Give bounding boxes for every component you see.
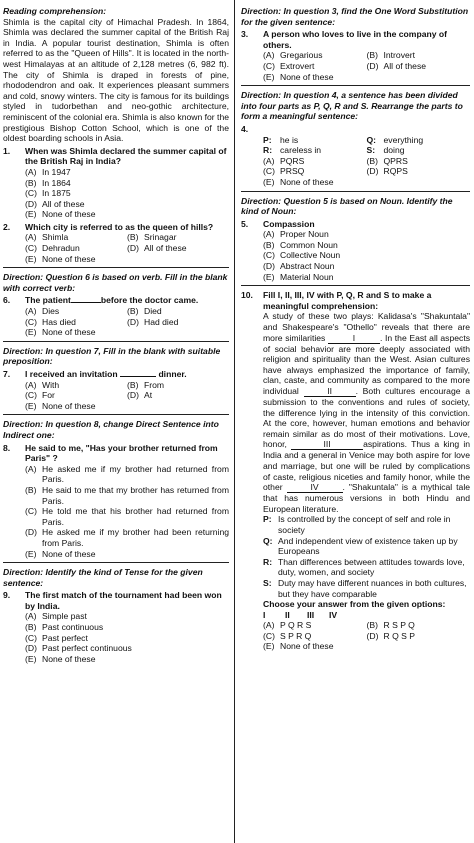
part-label: S: (366, 145, 376, 156)
option-text: None of these (42, 400, 96, 411)
option-text: He asked me if my brother had been returning from Paris. (42, 527, 229, 548)
option-label: (D) (25, 527, 37, 538)
option[interactable] (367, 620, 471, 631)
question-text: Compassion (263, 218, 315, 229)
option-text: Simple past (42, 611, 87, 622)
option[interactable] (263, 261, 470, 272)
options-q2 (25, 232, 229, 264)
option[interactable] (25, 654, 229, 665)
option-text: QPRS (383, 155, 408, 166)
option-text: All of these (383, 60, 427, 71)
option-label: (C) (263, 166, 275, 177)
question-number: 9. (3, 590, 11, 601)
option[interactable] (367, 50, 471, 61)
option[interactable] (25, 633, 229, 644)
option-label: (E) (25, 253, 37, 264)
part (263, 135, 367, 146)
option-label: (C) (25, 188, 37, 199)
question-text: He said to me, "Has your brother returned from Paris" ? (25, 442, 218, 464)
option[interactable] (25, 611, 229, 622)
option-label: (D) (263, 261, 275, 272)
option[interactable] (25, 485, 229, 506)
option-text: All of these (42, 198, 85, 209)
option-label: (B) (366, 50, 378, 61)
option-text: None of these (280, 176, 334, 187)
part (263, 514, 470, 535)
question-4 (241, 124, 470, 135)
option-text: R Q S P (383, 630, 416, 641)
option-label: (B) (127, 379, 139, 390)
option-text: None of these (42, 253, 96, 264)
question-number: 4. (241, 123, 249, 134)
direction-9: Direction: Identify the kind of Tense for the given sentence: (3, 567, 203, 588)
passage: Shimla is the capital city of Himachal Pradesh. In 1864, Shimla was declared the summer capital of the British Raj in India. A popular tourist destination, Shimla is often referred to as the "Queen of Hills". It is located in the north-west Himalayas at an altitude of 2,128 metres (6, 982 ft). The city of Shimla is draped in forests of pine, rhododendron and oak. It experiences pleasant summers and cold, snowy winters. The city is famous for its buildings styled in tudorbethan and neo-gothic architecture, reminiscent of the colonial era. Shimla is also known for the prestigious Bishop Cotton School, which is one of the oldest boarding schools in Asia. (3, 16, 229, 144)
option[interactable] (367, 166, 471, 177)
option-text: Had died (144, 316, 179, 327)
options-q6 (25, 306, 229, 338)
option-text: Died (144, 306, 162, 317)
option[interactable] (25, 243, 127, 254)
divider (3, 414, 229, 415)
options-q9 (25, 611, 229, 664)
question-number: 10. (241, 290, 253, 301)
question-number: 8. (3, 442, 11, 453)
passage-text: . Both cultures encourage a submission to the conventions and rules of society, the difference lying in the intensity of this conviction. At the core, however, human emotions and behavior remain similar as do most of their motivations. Love, honor, (263, 386, 471, 450)
question-text-start: I received an invitation (25, 369, 118, 379)
option-label: (E) (263, 176, 275, 187)
seq-label: II (285, 609, 290, 620)
option-text: None of these (42, 548, 96, 559)
option-text: Past perfect (42, 632, 88, 643)
option-text: Past continuous (42, 622, 104, 633)
option-text: Dehradun (42, 243, 80, 254)
option-label: (C) (25, 316, 37, 327)
option-label: (E) (25, 400, 37, 411)
question-number: 5. (241, 218, 249, 229)
question-number: 7. (3, 369, 11, 379)
seq-label: I (263, 609, 266, 620)
option[interactable] (263, 229, 470, 240)
question-number: 2. (3, 221, 11, 232)
option-label: (A) (25, 166, 37, 177)
option-label: (A) (25, 463, 37, 474)
option[interactable] (25, 527, 229, 548)
part-label: P: (263, 514, 272, 525)
option-text: Introvert (383, 50, 416, 61)
option[interactable] (127, 232, 229, 243)
option[interactable] (127, 390, 229, 401)
options-q1 (25, 167, 229, 220)
option[interactable] (25, 188, 229, 199)
option[interactable] (25, 306, 127, 317)
option-label: (C) (25, 506, 37, 517)
option-label: (E) (25, 327, 37, 338)
option-label: (A) (263, 620, 275, 631)
option-label: (D) (366, 630, 379, 641)
option[interactable] (263, 272, 470, 283)
option-label: (C) (263, 60, 275, 71)
option[interactable] (25, 178, 229, 189)
option[interactable] (25, 327, 229, 338)
options-q4 (263, 156, 470, 188)
option-label: (E) (25, 209, 37, 220)
part-text: Than differences between attitudes towards love, duty, women, and society (278, 556, 465, 578)
option-text: None of these (42, 209, 96, 220)
option[interactable] (367, 61, 471, 72)
options-q7 (25, 380, 229, 412)
part (367, 135, 471, 146)
option-text: PRSQ (280, 166, 305, 177)
option[interactable] (25, 622, 229, 633)
option[interactable] (263, 50, 367, 61)
part-text: Duty may have different nuances in both cultures, but they have comparable (278, 577, 467, 599)
comprehension-passage (263, 311, 470, 514)
option-text: He asked me if my brother had returned from Paris. (42, 463, 229, 485)
question-text: When was Shimla declared the summer capital of the British Raj in India? (25, 145, 227, 167)
question-number: 6. (3, 295, 11, 306)
option-label: (C) (263, 250, 275, 261)
parts-q4 (263, 135, 470, 156)
option-label: (D) (127, 316, 139, 327)
option-label: (D) (25, 643, 37, 654)
option-label: (B) (366, 620, 378, 631)
option-text: From (144, 379, 165, 390)
option[interactable] (367, 631, 471, 642)
option-text: PQRS (280, 155, 305, 166)
option-label: (B) (263, 239, 275, 250)
option-text: Has died (42, 316, 76, 327)
right-column (241, 6, 470, 652)
option-text: For (42, 390, 55, 401)
part (263, 557, 470, 578)
option-text: None of these (280, 71, 334, 82)
parts-q10 (263, 514, 470, 599)
option[interactable] (25, 254, 229, 265)
part-text: doing (383, 145, 405, 156)
option-text: S P R Q (280, 630, 312, 641)
options-q3 (263, 50, 470, 82)
option-text: RQPS (383, 166, 408, 177)
seq-label: IV (329, 609, 338, 620)
option-label: (A) (25, 306, 37, 317)
option-text: Collective Noun (280, 250, 341, 261)
option[interactable] (263, 631, 367, 642)
option-label: (A) (25, 611, 37, 622)
direction-6: Direction: Question 6 is based on verb. Fill in the blank with correct verb: (3, 272, 228, 293)
options-q8 (25, 464, 229, 559)
question-10 (241, 290, 470, 311)
option-label: (A) (263, 155, 275, 166)
question-text-end: dinner. (158, 369, 187, 379)
part-label: S: (263, 577, 272, 588)
direction-3: Direction: In question 3, find the One Word Substitution for the given sentence: (241, 6, 469, 27)
option[interactable] (25, 209, 229, 220)
question-8 (3, 443, 229, 464)
option[interactable] (127, 306, 229, 317)
option[interactable] (263, 641, 470, 652)
option-text: He said to me that my brother has returned from Paris. (42, 484, 229, 506)
option[interactable] (25, 232, 127, 243)
option[interactable] (25, 401, 229, 412)
option-text: Past perfect continuous (42, 643, 132, 654)
option[interactable] (263, 250, 470, 261)
question-text: Which city is referred to as the queen of hills? (25, 221, 214, 232)
question-text: A person who loves to live in the company of others. (263, 29, 447, 50)
direction-7: Direction: In question 7, Fill in the blank with suitable preposition: (3, 345, 221, 367)
option-label: (A) (25, 232, 37, 243)
options-q10 (263, 620, 470, 652)
part-text: everything (383, 134, 424, 145)
option-text: Shimla (42, 232, 69, 243)
option-text: Common Noun (280, 239, 338, 250)
option-text: Srinagar (144, 232, 177, 243)
passage-text: . In the East all aspects of social behavior are more deeply associated with religion and spirituality than the West. Asian cultures have always emphasized the importance of family, clan, caste, and community as compared to the more individual (263, 332, 471, 396)
option-label: (D) (366, 166, 379, 177)
option-label: (A) (263, 50, 275, 61)
rc-heading: Reading comprehension: (3, 6, 107, 16)
option-text: Gregarious (280, 50, 323, 61)
passage-text: A study of these two plays: Kalidasa's "Shakuntala" and Shakespeare's "Othello" reveals that there are more similarities (263, 311, 470, 343)
option-text: In 1864 (42, 177, 71, 188)
left-column (3, 6, 229, 664)
question-3 (241, 29, 470, 50)
option-label: (B) (25, 622, 37, 633)
question-text-end: before the doctor came. (100, 295, 199, 306)
option-label: (D) (366, 60, 379, 71)
option[interactable] (25, 317, 127, 328)
option[interactable] (127, 243, 229, 254)
question-5 (241, 219, 470, 230)
blank-i[interactable]: I (328, 334, 380, 344)
option[interactable] (263, 72, 470, 83)
option-label: (D) (127, 390, 139, 401)
option[interactable] (25, 390, 127, 401)
part-label: R: (263, 556, 273, 567)
question-number: 1. (3, 145, 11, 156)
direction-8: Direction: In question 8, change Direct Sentence into Indirect one: (3, 419, 219, 440)
option-label: (A) (263, 229, 275, 240)
option-label: (E) (25, 653, 37, 664)
part (263, 536, 470, 557)
option-text: None of these (280, 641, 334, 652)
part-text: Is controlled by the concept of self and role in society (278, 514, 451, 535)
blank-iv[interactable]: IV (287, 483, 343, 493)
seq-label: III (307, 609, 315, 620)
option-label: (C) (25, 390, 37, 401)
option-label: (E) (263, 71, 275, 82)
question-text-start: The patient (25, 295, 71, 306)
question-9 (3, 590, 229, 611)
part (263, 145, 367, 156)
divider (3, 267, 229, 268)
option-text: Proper Noun (280, 229, 329, 240)
option-text: P Q R S (280, 620, 312, 631)
divider (241, 191, 470, 192)
option-text: None of these (42, 653, 96, 664)
part-label: Q: (263, 535, 273, 546)
fill-blank[interactable] (120, 376, 156, 377)
option[interactable] (127, 317, 229, 328)
option-label: (C) (25, 243, 37, 254)
option-text: Material Noun (280, 271, 334, 282)
option-label: (C) (263, 630, 275, 641)
question-1 (3, 146, 229, 167)
blank-ii[interactable]: II (304, 387, 356, 397)
option[interactable] (263, 156, 367, 167)
options-q5 (263, 229, 470, 282)
option[interactable] (263, 620, 367, 631)
option-label: (C) (25, 632, 37, 643)
option[interactable] (127, 380, 229, 391)
question-6 (3, 295, 229, 306)
part (263, 578, 470, 599)
sequence-header (263, 610, 470, 621)
option-text: At (144, 390, 153, 401)
option[interactable] (25, 199, 229, 210)
question-text: The first match of the tournament had been won by India. (25, 590, 222, 611)
option-text: With (42, 379, 60, 390)
option-label: (E) (263, 271, 275, 282)
option-label: (E) (25, 548, 37, 559)
option[interactable] (25, 549, 229, 560)
part-label: P: (263, 134, 272, 145)
choose-instruction: Choose your answer from the given options: (263, 599, 446, 610)
option-text: None of these (42, 327, 96, 338)
option[interactable] (263, 61, 367, 72)
part-text: he is (280, 134, 299, 145)
option-label: (A) (25, 379, 37, 390)
option[interactable] (263, 177, 470, 188)
option[interactable] (25, 506, 229, 527)
option[interactable] (25, 380, 127, 391)
option-label: (E) (263, 641, 275, 652)
part-label: Q: (366, 134, 377, 145)
column-divider (234, 0, 235, 843)
option[interactable] (367, 156, 471, 167)
option-text: Abstract Noun (280, 261, 335, 272)
passage-text: . "Shakuntala" is a mythical tale that has numerous versions in both Hindu and European literature. (263, 482, 471, 514)
direction-4: Direction: In question 4, a sentence has been divided into four parts as P, Q, R and S. Rearrange the parts to form a meaningful sentence: (241, 90, 463, 122)
divider (241, 285, 470, 286)
option-text: All of these (144, 243, 187, 254)
part-text: And independent view of existence taken up by Europeans (278, 535, 458, 557)
option-label: (B) (127, 232, 139, 243)
divider (3, 341, 229, 342)
passage-text: aspirations. Thus a king in India and a general in Venice may both aspire for love and marriage, but one will be ruled by complications of caste, religious niceties and family honor, while the other (263, 439, 471, 493)
option-text: Extrovert (280, 60, 315, 71)
option-label: (B) (127, 306, 139, 317)
option-text: He told me that his brother had returned from Paris. (42, 506, 229, 527)
part (367, 145, 471, 156)
question-2 (3, 222, 229, 233)
direction-5: Direction: Question 5 is based on Noun. Identify the kind of Noun: (241, 195, 453, 217)
question-7 (3, 369, 229, 380)
option[interactable] (25, 643, 229, 654)
option[interactable] (25, 464, 229, 485)
part-label: R: (263, 145, 273, 156)
option[interactable] (263, 166, 367, 177)
option-text: In 1875 (42, 188, 71, 199)
divider (241, 85, 470, 86)
option-text: R S P Q (383, 620, 415, 631)
option-text: In 1947 (42, 166, 71, 177)
divider (3, 562, 229, 563)
fill-blank[interactable] (71, 302, 101, 303)
blank-iii[interactable]: III (291, 440, 363, 450)
option[interactable] (263, 240, 470, 251)
option-label: (B) (25, 177, 37, 188)
question-number: 3. (241, 29, 249, 40)
option-text: Dies (42, 306, 60, 317)
part-text: careless in (280, 145, 322, 156)
option-label: (D) (127, 243, 139, 254)
option-label: (B) (366, 155, 378, 166)
option-label: (B) (25, 484, 37, 495)
question-text: Fill I, II, III, IV with P, Q, R and S to make a meaningful comprehension: (263, 290, 432, 311)
option-label: (D) (25, 198, 37, 209)
option[interactable] (25, 167, 229, 178)
